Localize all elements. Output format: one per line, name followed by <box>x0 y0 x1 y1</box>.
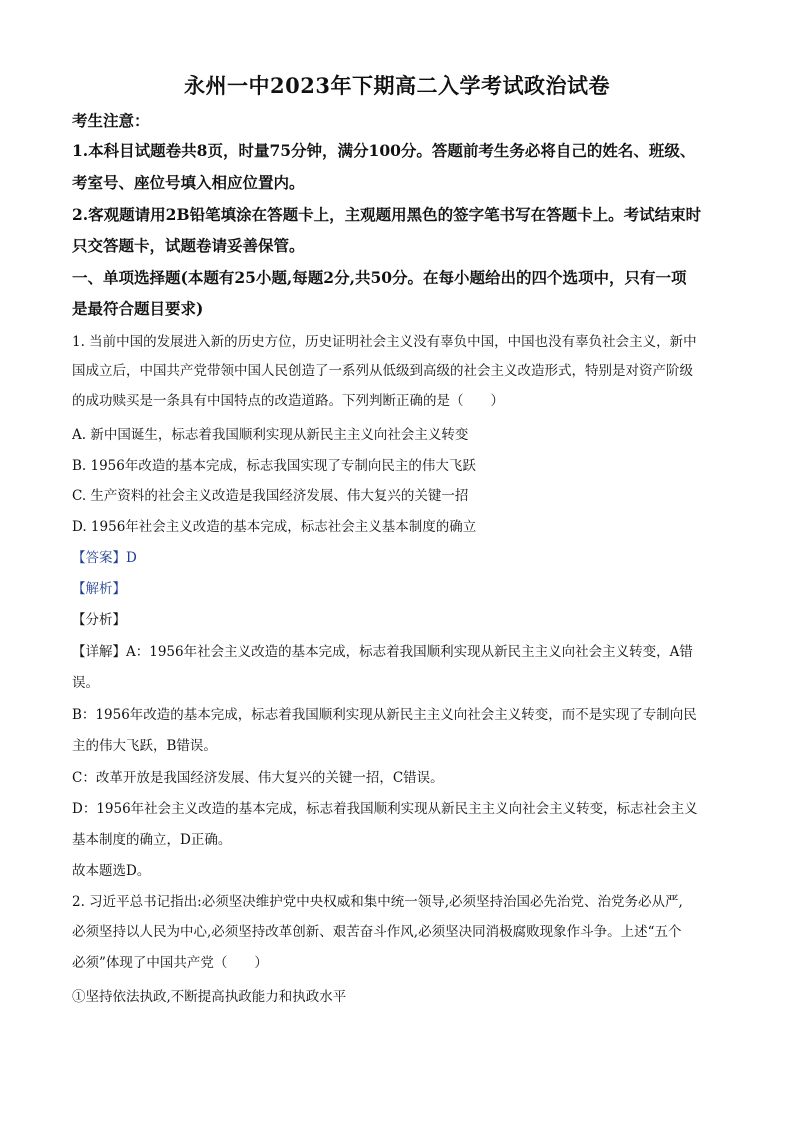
notice-line: 1.本科目试题卷共8页，时量75分钟，满分100分。答题前考生务必将自己的姓名、班级、 <box>72 141 696 160</box>
option-a: A. 新中国诞生，标志着我国顺利实现从新民主主义向社会主义转变 <box>72 427 469 443</box>
detail-line: 误。 <box>72 675 99 691</box>
section-heading: 是最符合题目要求) <box>72 299 204 318</box>
question-stem: 1. 当前中国的发展进入新的历史方位，历史证明社会主义没有辜负中国，中国也没有辜负社会主义，新中 <box>72 334 697 350</box>
question-stem: 国成立后，中国共产党带领中国人民创造了一系列从低级到高级的社会主义改造形式，特别是对资产阶级 <box>72 363 693 379</box>
analysis-label: 【解析】 <box>72 581 126 597</box>
detail-line: C：改革开放是我国经济发展、伟大复兴的关键一招，C错误。 <box>72 770 444 786</box>
notice-heading: 考生注意： <box>72 111 150 130</box>
notice-line: 2.客观题请用2B铅笔填涂在答题卡上，主观题用黑色的签字笔书写在答题卡上。考试结束时 <box>72 205 702 224</box>
notice-line: 只交答题卡，试题卷请妥善保管。 <box>72 236 305 255</box>
option-1: ①坚持依法执政,不断提高执政能力和执政水平 <box>72 989 347 1005</box>
detail-line: D：1956年社会主义改造的基本完成，标志着我国顺利实现从新民主主义向社会主义转变，标志社会主义 <box>72 801 698 817</box>
exam-title: 永州一中2023年下期高二入学考试政治试卷 <box>184 73 610 98</box>
detail-line: B：1956年改造的基本完成，标志着我国顺利实现从新民主主义向社会主义转变，而不是实现了专制向民 <box>72 707 697 723</box>
question-stem: 必须坚持以人民为中心,必须坚持改革创新、艰苦奋斗作风,必须坚决同消极腐败现象作斗争。上述“五个 <box>72 924 682 940</box>
option-c: C. 生产资料的社会主义改造是我国经济发展、伟大复兴的关键一招 <box>72 488 469 504</box>
detail-line: 主的伟大飞跃，B错误。 <box>72 738 217 754</box>
question-stem: 2. 习近平总书记指出:必须坚决维护党中央权威和集中统一领导,必须坚持治国必先治党、治党务必从严, <box>72 894 683 910</box>
breakdown-label: 【分析】 <box>72 612 126 628</box>
option-b: B. 1956年改造的基本完成，标志我国实现了专制向民主的伟大飞跃 <box>72 458 476 474</box>
detail-line: 基本制度的确立，D正确。 <box>72 832 232 848</box>
section-heading: 一、单项选择题(本题有25小题,每题2分,共50分。在每小题给出的四个选项中，只有一项 <box>72 268 687 287</box>
detail-line: 故本题选D。 <box>72 863 151 879</box>
answer-label: 【答案】D <box>72 550 137 566</box>
notice-line: 考室号、座位号填入相应位置内。 <box>72 173 305 192</box>
detail-line: 【详解】A：1956年社会主义改造的基本完成，标志着我国顺利实现从新民主主义向社会主义转变，A错 <box>72 644 693 660</box>
question-stem: 的成功赎买是一条具有中国特点的改造道路。下列判断正确的是（ ） <box>72 393 504 409</box>
option-d: D. 1956年社会主义改造的基本完成，标志社会主义基本制度的确立 <box>72 519 477 535</box>
question-stem: 必须”体现了中国共产党（ ） <box>72 955 268 971</box>
